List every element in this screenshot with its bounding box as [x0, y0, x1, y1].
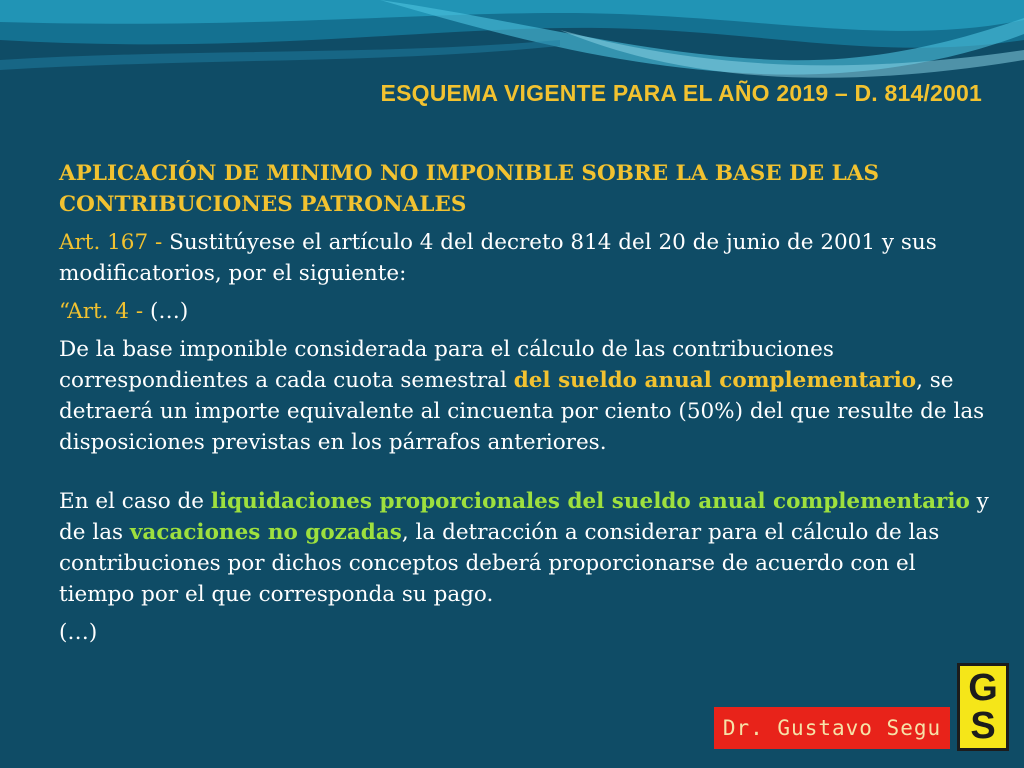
decorative-wave-header [0, 0, 1024, 90]
sac-paragraph [59, 334, 989, 458]
proportional-text-mid: y de las [59, 489, 989, 545]
logo-letter-g: G [968, 667, 998, 709]
closing-ellipsis: (…) [59, 620, 98, 645]
sac-text-end: , se detraerá un importe equivalente al cincuenta por ciento (50%) del que resulte de las disposiciones previstas en los párrafos anteriores. [59, 368, 985, 455]
logo-letter-s: S [970, 705, 996, 747]
proportional-paragraph [59, 486, 989, 610]
art-4-text: (…) [143, 299, 189, 324]
art-4-paragraph [59, 296, 989, 327]
sac-text-start: De la base imponible considerada para el cálculo de las contribuciones correspondientes a cada cuota semestral [59, 337, 834, 393]
art-167-text: Sustitúyese el artículo 4 del decreto 814 del 20 de junio de 2001 y sus modificatorios, por el siguiente: [59, 230, 937, 286]
proportional-text-end: , la detracción a considerar para el cálculo de las contribuciones por dichos conceptos deberá proporcionarse de acuerdo con el tiempo por el que corresponda su pago. [59, 520, 940, 607]
slide-title: ESQUEMA VIGENTE PARA EL AÑO 2019 – D. 814/2001 [380, 80, 982, 106]
art-167-label: Art. 167 - [59, 230, 163, 255]
gs-logo [957, 663, 1009, 751]
vacations-highlight: vacaciones no gozadas [129, 520, 402, 545]
sac-highlight: del sueldo anual complementario [513, 368, 917, 393]
section-heading: APLICACIÓN DE MINIMO NO IMPONIBLE SOBRE LA BASE DE LAS CONTRIBUCIONES PATRONALES [59, 161, 879, 217]
author-signature: Dr. Gustavo Segu [714, 707, 950, 749]
art-167-paragraph [59, 227, 989, 289]
proportional-text-start: En el caso de [59, 489, 211, 514]
slide-content [59, 158, 989, 655]
proportional-highlight: liquidaciones proporcionales del sueldo anual complementario [210, 489, 970, 514]
art-4-label: “Art. 4 - [59, 299, 144, 324]
